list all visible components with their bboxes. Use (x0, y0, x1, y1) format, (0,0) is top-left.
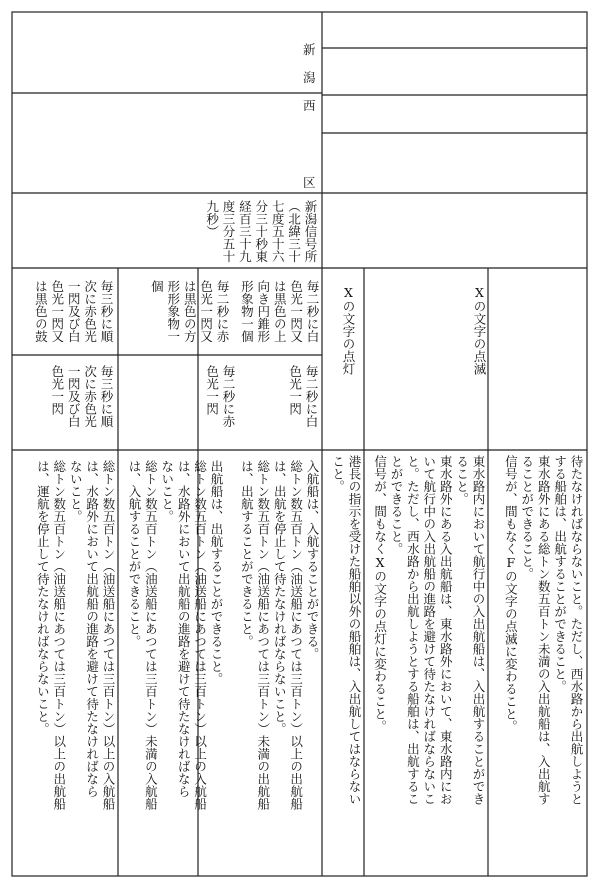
x-blink-header: Xの文字の点滅 (472, 285, 487, 375)
right-column-meaning: 待たなければならないこと。ただし、西水路から出航しようと する船舶は、出航することができること。 東水路外にある総トン数五百トン未満の入出航船は、入出航す ることができること。 信号が、間もなくFの文字の点滅に変わること。 (503, 455, 584, 805)
location-char-4: 区 (303, 175, 316, 190)
x-blink-meaning: 東水路内において航行中の入出航船は、入出航することができ ること。 東水路外にある入出航船は、東水路外において、東水路内にお いて航行中の入出航船の進路を避けて待たなければならないこ と。ただし、西水路から出航しようとする船舶は、出航するこ とができること。 信号が、間もなくXの文字の点灯に変わること。 (372, 455, 486, 805)
row2-signal-day: 毎二秒に赤 色光一閃又 は黒色の方 形形象物一 個 (149, 280, 230, 343)
location-char-2: 潟 (303, 70, 316, 85)
row3-signal-night: 毎三秒に順 次に赤色光 一閃及び白 色光一閃 (49, 365, 114, 428)
row2-meaning: 出航船は、出航することができること。 総トン数五百トン（油送船にあつては三百トン）以上の入航船 は、水路外において出航船の進路を避けて待たなければなら ないこと。 総トン数五百トン（油送船にあつては三百トン）未満の入航船 は、入航することができること。 (126, 460, 224, 810)
location-char-1: 新 (303, 42, 316, 57)
row3-meaning: 総トン数五百トン（油送船にあつては三百トン）以上の入航船 は、水路外において出航船の進路を避けて待たなければなら ないこと。 総トン数五百トン（油送船にあつては三百トン）以上の出航船 は、運航を停止して待たなければならないこと。 (35, 460, 116, 810)
row1-meaning: 入航船は、入航することができる。 総トン数五百トン（油送船にあつては三百トン）以上の出航船 は、出航を停止して待たなければならないこと。 総トン数五百トン（油送船にあつては三百トン）未満の出航船 は、出航することができること。 (239, 460, 320, 810)
station-name: 新潟信号所 （北緯三十 七度五十六 分三十秒東 経百三十九 度三分五十 九秒） (204, 200, 318, 263)
location-char-3: 西 (303, 98, 316, 113)
x-steady-meaning: 港長の指示を受けた船舶以外の船舶は、入出航してはならない こと。 (330, 455, 362, 805)
row1-signal-day: 毎二秒に白 色光一閃又 は黒色の上 向き円錐形 形象物一個 (239, 280, 320, 343)
row3-signal-day: 毎三秒に順 次に赤色光 一閃及び白 色光一閃又 は黒色の鼓 (33, 280, 114, 343)
row1-signal-night: 毎二秒に白 色光一閃 (287, 365, 319, 428)
row2-signal-night: 毎二秒に赤 色光一閃 (204, 365, 236, 428)
x-steady-header: Xの文字の点灯 (341, 285, 356, 375)
